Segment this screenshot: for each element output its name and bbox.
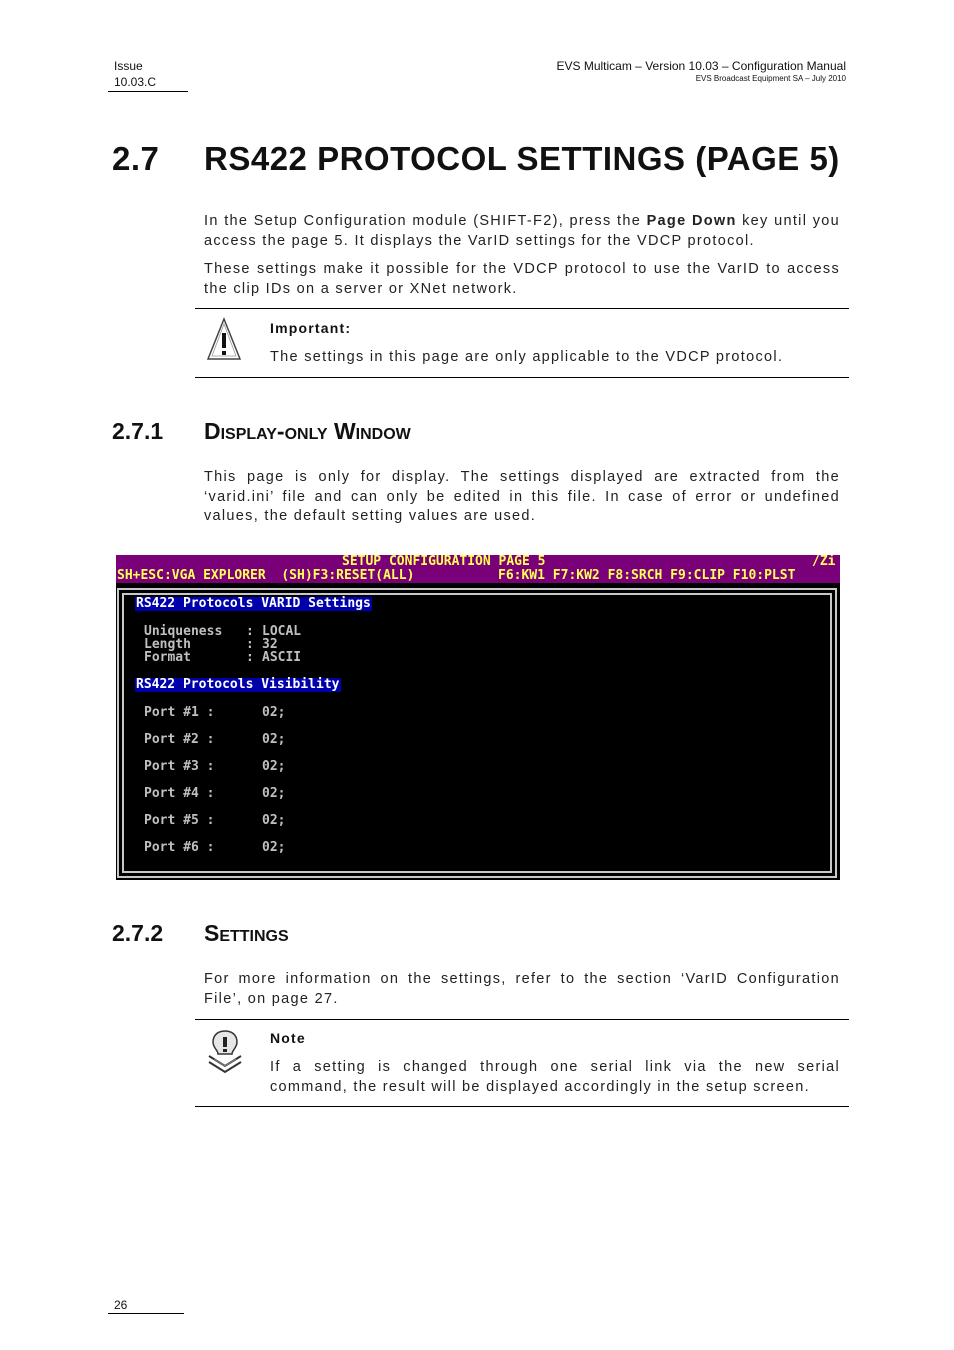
header-manual-title <box>557 58 847 84</box>
intro-text-end: key until you access the page 5. It displays the VarID settings for the VDCP protocol. <box>204 213 840 249</box>
setting-length-label: Length <box>144 637 191 652</box>
page-down-key: Page Down <box>646 213 737 229</box>
subsection-title: Settings <box>204 920 289 946</box>
subsection-heading-settings <box>112 920 289 947</box>
port-2-value: 02; <box>262 732 286 747</box>
port-3-value: 02; <box>262 759 286 774</box>
header-issue-label: Issue <box>114 59 143 73</box>
footer-divider <box>108 1313 184 1314</box>
header-divider <box>108 91 188 92</box>
note-box-top-rule <box>195 1019 849 1020</box>
note-box-bottom-rule <box>195 1106 849 1107</box>
note-title: Note <box>270 1030 306 1046</box>
port-5-label: Port #5 : <box>144 813 215 828</box>
subsection-number: 2.7.1 <box>112 418 164 444</box>
setting-format-value: ASCII <box>262 650 302 665</box>
port-4-label: Port #4 : <box>144 786 215 801</box>
note-icon <box>206 1028 244 1081</box>
intro-text-start: In the Setup Configuration module (SHIFT-F2), press the <box>204 213 647 229</box>
inner-frame <box>122 593 832 873</box>
setting-length-value: 32 <box>262 637 278 652</box>
header-issue-number: 10.03.C <box>114 75 157 89</box>
port-6-label: Port #6 : <box>144 840 215 855</box>
setting-uniqueness-label: Uniqueness <box>144 624 223 639</box>
port-3-label: Port #3 : <box>144 759 215 774</box>
setting-uniqueness-value: LOCAL <box>262 624 302 639</box>
section-number: 2.7 <box>112 140 160 177</box>
screen-title-right: /Zi <box>812 555 836 569</box>
shortcut-keys-right: F6:KW1 F7:KW2 F8:SRCH F9:CLIP F10:PLST <box>498 568 796 583</box>
port-2-label: Port #2 : <box>144 732 215 747</box>
setup-configuration-screenshot <box>116 555 840 880</box>
setting-colon: : <box>246 624 254 639</box>
important-title: Important: <box>270 320 352 336</box>
port-6-value: 02; <box>262 840 286 855</box>
important-box-bottom-rule <box>195 377 849 378</box>
intro-paragraph <box>204 212 840 251</box>
setting-colon: : <box>246 637 254 652</box>
shortcut-keys-left: SH+ESC:VGA EXPLORER (SH)F3:RESET(ALL) <box>117 568 415 583</box>
subsection-number: 2.7.2 <box>112 920 164 946</box>
section-title: RS422 PROTOCOL SETTINGS (PAGE 5) <box>204 140 840 177</box>
page-number: 26 <box>114 1298 128 1312</box>
port-1-label: Port #1 : <box>144 705 215 720</box>
port-1-value: 02; <box>262 705 286 720</box>
visibility-heading: RS422 Protocols Visibility <box>136 677 340 692</box>
header-manual-name: EVS Multicam – Version 10.03 – Configuration Manual <box>556 59 846 73</box>
screen-title: SETUP CONFIGURATION PAGE 5 <box>342 555 546 569</box>
port-5-value: 02; <box>262 813 286 828</box>
warning-triangle-icon <box>206 316 242 367</box>
setting-colon: : <box>246 650 254 665</box>
important-text: The settings in this page are only applicable to the VDCP protocol. <box>270 349 784 365</box>
section-heading <box>112 140 840 178</box>
settings-paragraph: For more information on the settings, refer to the section ‘VarID Configuration File’, on page 27. <box>204 971 840 1007</box>
display-only-paragraph: This page is only for display. The settings displayed are extracted from the ‘varid.ini’ file and can only be edited in this file. In case of error or undefined values, the default setting values are used. <box>204 469 840 524</box>
important-box-top-rule <box>195 308 849 309</box>
header-publisher: EVS Broadcast Equipment SA – July 2010 <box>695 74 846 83</box>
note-text: If a setting is changed through one serial link via the new serial command, the result will be displayed accordingly in the setup screen. <box>270 1059 840 1095</box>
header-issue <box>114 58 156 90</box>
subsection-heading-display-only <box>112 418 411 445</box>
varid-settings-heading: RS422 Protocols VARID Settings <box>136 596 371 611</box>
port-4-value: 02; <box>262 786 286 801</box>
description-paragraph: These settings make it possible for the VDCP protocol to use the VarID to access the clip IDs on a server or XNet network. <box>204 261 840 297</box>
subsection-title: Display-only Window <box>204 418 411 444</box>
setting-format-label: Format <box>144 650 191 665</box>
